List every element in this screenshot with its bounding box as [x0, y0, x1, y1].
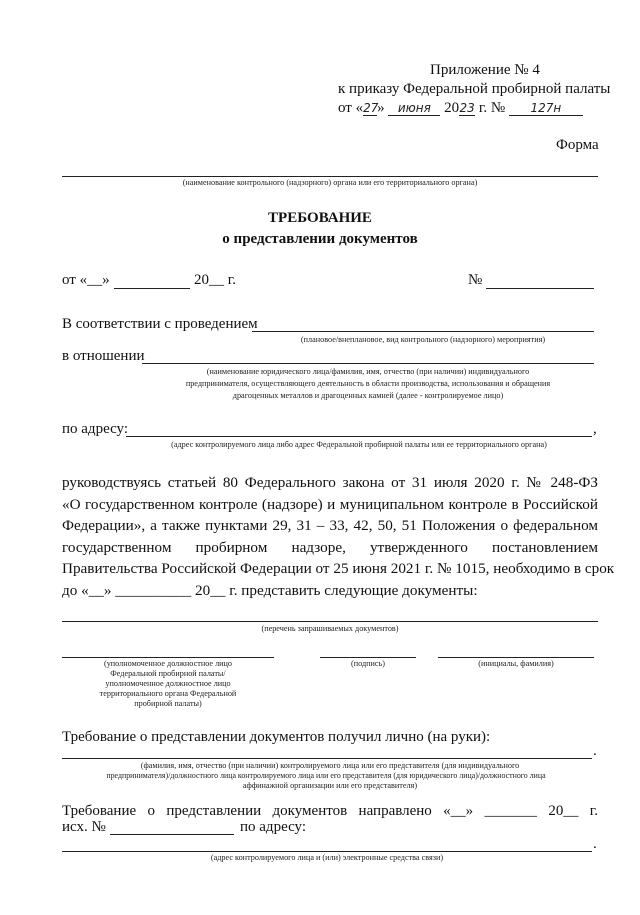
- body-line-5: Правительства Российской Федерации от 25 июня 2021 г. № 1015, необходимо в срок: [62, 560, 615, 578]
- appendix-line-2: к приказу Федеральной пробирной палаты: [338, 81, 611, 97]
- official-caption-2: Федеральной пробирной палаты/: [110, 669, 226, 678]
- address-line: [126, 436, 592, 437]
- appendix-year-prefix: 20: [444, 100, 460, 116]
- received-caption-3: аффинажной организации или его представителя): [242, 781, 418, 790]
- regarding-line: [142, 363, 594, 364]
- appendix-number: 127н: [509, 101, 583, 116]
- sent-period: .: [593, 836, 597, 852]
- address-comma: ,: [593, 421, 597, 437]
- official-caption-1: (уполномоченное должностное лицо: [103, 659, 233, 668]
- official-line: [62, 657, 274, 658]
- initials-caption: (инициалы, фамилия): [478, 659, 554, 668]
- appendix-line-1: Приложение № 4: [430, 62, 540, 78]
- appendix-month: июня: [388, 101, 440, 116]
- documents-caption: (перечень запрашиваемых документов): [261, 624, 399, 633]
- sent-address-line: [62, 851, 592, 852]
- official-caption-5: пробирной палаты): [134, 699, 202, 708]
- sent-number-line: [110, 834, 234, 835]
- appendix-line-3: [338, 100, 583, 117]
- documents-line: [62, 621, 598, 622]
- official-caption-3: уполномоченное должностное лицо: [105, 679, 231, 688]
- appendix-day: 27: [363, 101, 379, 115]
- received-text: Требование о представлении документов получил лично (на руки):: [62, 729, 491, 745]
- body-line-6: до «__» __________ 20__ г. представить следующие документы:: [62, 582, 478, 599]
- body-line-2: «О государственном контроле (надзоре) и муниципальном контроле в Российской: [62, 495, 598, 513]
- address-label: по адресу:: [62, 421, 129, 437]
- body-line-3: Федерации», а также пунктами 29, 31 – 33, 42, 50, 51 Положения о федеральном: [62, 517, 598, 535]
- form-label: Форма: [556, 137, 599, 153]
- appendix-year: 23: [459, 101, 475, 115]
- signature-line: [320, 657, 416, 658]
- event-line: [252, 331, 594, 332]
- date-year: 20__ г.: [194, 272, 236, 288]
- regarding-caption-1: (наименование юридического лица/фамилия, имя, отчество (при наличии) индивидуального: [206, 367, 530, 376]
- number-sign: №: [468, 272, 483, 288]
- address-caption: (адрес контролируемого лица либо адрес Федеральной пробирной палаты или ее территориального органа): [171, 440, 547, 449]
- number-line: [486, 288, 594, 289]
- sent-number-label: исх. №: [62, 819, 106, 835]
- date-prefix: от «__»: [62, 272, 110, 288]
- document-subtitle: о представлении документов: [222, 231, 418, 247]
- signature-caption: (подпись): [351, 659, 385, 668]
- organ-name-line: [62, 176, 598, 177]
- official-caption-4: территориального органа Федеральной: [99, 689, 237, 698]
- sent-line-1: Требование о представлении документов направлено «__» _______ 20__ г.: [62, 803, 598, 819]
- appendix-date-close: »: [377, 100, 385, 116]
- date-month-line: [114, 288, 190, 289]
- regarding-label: в отношении: [62, 348, 145, 364]
- regarding-caption-2: предпринимателя, осуществляющего деятельность в области производства, использования и обращения: [185, 379, 551, 388]
- received-caption-1: (фамилия, имя, отчество (при наличии) контролируемого лица или его представителя (для индивидуального: [140, 761, 520, 770]
- sent-address-label: по адресу:: [240, 819, 307, 835]
- sent-caption: (адрес контролируемого лица и (или) электронные средства связи): [210, 853, 444, 862]
- organ-caption: (наименование контрольного (надзорного) органа или его территориального органа): [182, 178, 478, 187]
- event-caption: (плановое/внеплановое, вид контрольного (надзорного) мероприятия): [300, 335, 546, 344]
- document-title: ТРЕБОВАНИЕ: [268, 210, 372, 226]
- initials-line: [438, 657, 594, 658]
- received-period: .: [593, 743, 597, 759]
- body-line-4: государственном пробирном надзоре, утвержденного постановлением: [62, 538, 598, 556]
- appendix-number-label: г. №: [478, 100, 506, 116]
- received-caption-2: предпринимателя)/должностного лица контролируемого лица или его представителя (для юридического лица)/должностного лица: [106, 771, 546, 780]
- received-line: [62, 758, 592, 759]
- appendix-date-open: от «: [338, 100, 364, 116]
- regarding-caption-3: драгоценных металлов и драгоценных камней (далее - контролируемое лицо): [232, 391, 504, 400]
- event-label: В соответствии с проведением: [62, 316, 258, 332]
- body-line-1: руководствуясь статьей 80 Федерального закона от 31 июля 2020 г. № 248-ФЗ: [62, 474, 598, 491]
